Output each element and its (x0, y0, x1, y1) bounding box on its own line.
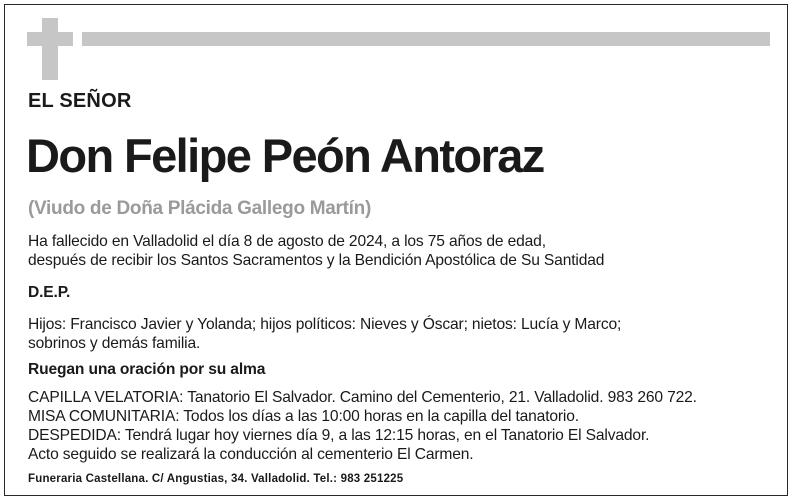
title-prefix: EL SEÑOR (28, 90, 132, 112)
header-divider-bar (82, 32, 770, 46)
widower-note: (Viudo de Doña Plácida Gallego Martín) (28, 198, 371, 219)
cross-icon-arm (27, 32, 73, 46)
cross-icon (42, 18, 58, 80)
family-line-1: Hijos: Francisco Javier y Yolanda; hijos políticos: Nieves y Óscar; nietos: Lucía y Marco; (28, 316, 622, 333)
burial-info: Acto seguido se realizará la conducción al cementerio El Carmen. (28, 446, 474, 463)
death-line-2: después de recibir los Santos Sacramentos y la Bendición Apostólica de Su Santidad (28, 252, 605, 269)
mass-info: MISA COMUNITARIA: Todos los días a las 10:00 horas en la capilla del tanatorio. (28, 408, 579, 425)
deceased-name: Don Felipe Peón Antoraz (26, 129, 544, 182)
death-line-1: Ha fallecido en Valladolid el día 8 de agosto de 2024, a los 75 años de edad, (28, 233, 546, 250)
funeral-home-footer: Funeraria Castellana. C/ Angustias, 34. Valladolid. Tel.: 983 251225 (28, 473, 404, 485)
chapel-info: CAPILLA VELATORIA: Tanatorio El Salvador. Camino del Cementerio, 21. Valladolid. 983 260 722. (28, 389, 697, 406)
rip-label: D.E.P. (28, 284, 71, 301)
family-line-2: sobrinos y demás familia. (28, 335, 201, 352)
prayer-request: Ruegan una oración por su alma (28, 361, 266, 378)
farewell-info: DESPEDIDA: Tendrá lugar hoy viernes día 9, a las 12:15 horas, en el Tanatorio El Salvador. (28, 427, 650, 444)
